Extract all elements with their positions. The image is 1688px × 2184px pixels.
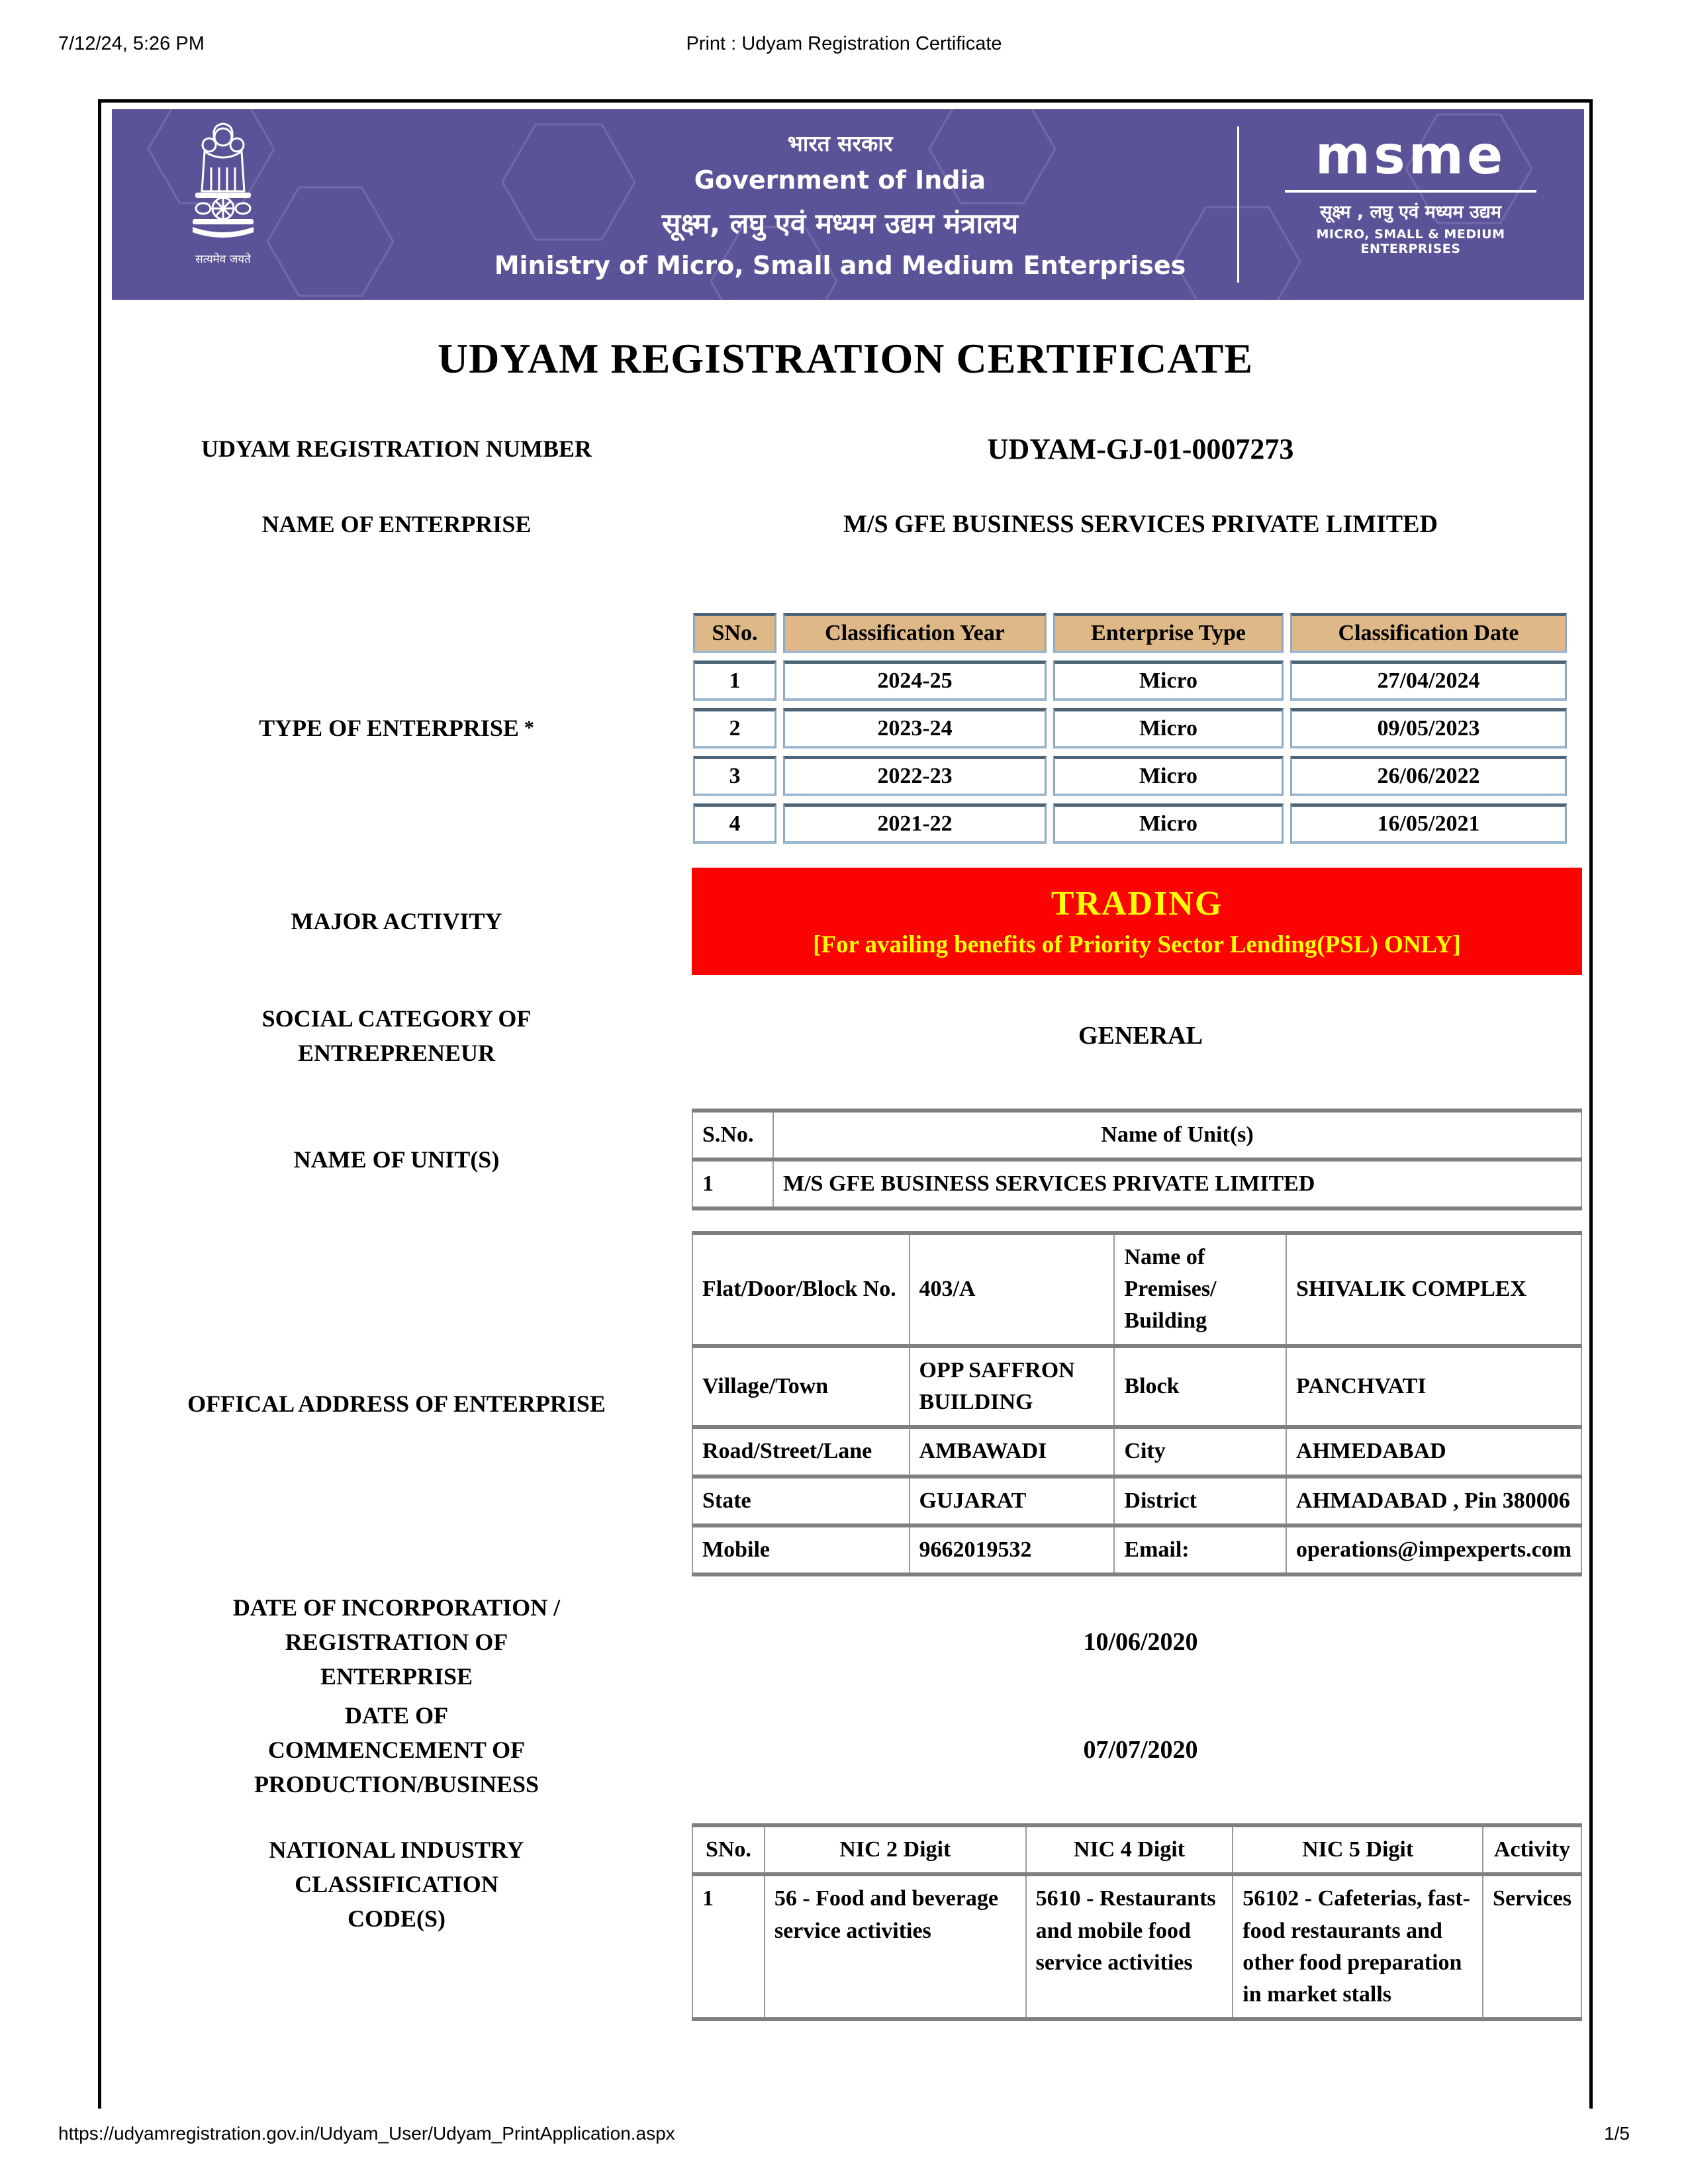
classification-header-row [693, 613, 1567, 653]
address-value: AHMADABAD , Pin 380006 [1286, 1477, 1581, 1525]
government-english-title: Government of India [694, 165, 986, 195]
table-cell: 2 [693, 708, 776, 749]
column-header-sno: SNo. [692, 1825, 765, 1874]
msme-logo [1265, 124, 1556, 256]
column-header-year: Classification Year [783, 613, 1047, 653]
units-data-row [692, 1160, 1581, 1208]
table-cell: 1 [693, 660, 776, 701]
certificate-box [98, 99, 1593, 2109]
table-cell: 56102 - Cafeterias, fast-food restaurants and other food preparation in market stalls [1233, 1874, 1483, 2019]
column-header-nic5: NIC 5 Digit [1233, 1825, 1483, 1874]
msme-logo-rule [1285, 190, 1536, 193]
address-value: SHIVALIK COMPLEX [1286, 1233, 1581, 1346]
incorporation-date-row [101, 1594, 1589, 1690]
table-cell: 2023-24 [783, 708, 1047, 749]
commencement-date-label [101, 1698, 692, 1802]
commencement-date-value: 07/07/2020 [1083, 1736, 1198, 1764]
nic-header-row [692, 1825, 1581, 1874]
classification-row [693, 660, 1567, 701]
table-cell: 2024-25 [783, 660, 1047, 701]
table-cell: 2021-22 [783, 803, 1047, 844]
address-key: Village/Town [692, 1346, 910, 1428]
social-category-row [101, 1000, 1589, 1071]
type-of-enterprise-label [101, 711, 692, 745]
table-cell: 3 [693, 756, 776, 796]
address-value: OPP SAFFRON BUILDING [910, 1346, 1115, 1428]
address-key: City [1114, 1427, 1286, 1476]
column-header-nic4: NIC 4 Digit [1026, 1825, 1233, 1874]
major-activity-banner [692, 868, 1582, 976]
address-value: AHMEDABAD [1286, 1427, 1581, 1476]
print-datetime: 7/12/24, 5:26 PM [58, 33, 205, 54]
column-header-activity: Activity [1483, 1825, 1581, 1874]
msme-english-tagline: MICRO, SMALL & MEDIUM ENTERPRISES [1316, 227, 1505, 256]
address-value: 403/A [910, 1233, 1115, 1346]
column-header-sno: SNo. [693, 613, 776, 653]
social-category-value: GENERAL [1078, 1022, 1203, 1050]
registration-number-row [101, 420, 1589, 477]
table-cell: 26/06/2022 [1290, 756, 1567, 796]
address-row [692, 1233, 1581, 1346]
incorporation-date-label [101, 1590, 692, 1694]
column-header-type: Enterprise Type [1053, 613, 1284, 653]
official-address-row [101, 1241, 1589, 1567]
address-value: 9662019532 [910, 1525, 1115, 1574]
classification-row [693, 708, 1567, 749]
enterprise-name-value: M/S GFE BUSINESS SERVICES PRIVATE LIMITED [843, 510, 1438, 538]
classification-row [693, 803, 1567, 844]
footer-page-number: 1/5 [1604, 2123, 1630, 2144]
ministry-hindi-title: सूक्ष्म, लघु एवं मध्यम उद्यम मंत्रालय [661, 207, 1019, 240]
table-cell: Micro [1053, 660, 1284, 701]
table-cell: Micro [1053, 708, 1284, 749]
classification-row [693, 756, 1567, 796]
units-label: NAME OF UNIT(S) [293, 1146, 500, 1173]
address-key: Mobile [692, 1525, 910, 1574]
nic-codes-label-text: NATIONAL INDUSTRY CLASSIFICATION CODE(S) [269, 1837, 524, 1933]
banner-titles [423, 109, 1257, 300]
government-hindi-title: भारत सरकार [787, 130, 893, 156]
major-activity-row [101, 858, 1589, 985]
nic-codes-row [101, 1823, 1589, 2048]
major-activity-label: MAJOR ACTIVITY [291, 907, 502, 934]
msme-hindi-tagline: सूक्ष्म , लघु एवं मध्यम उद्यम [1320, 202, 1501, 222]
footer-url: https://udyamregistration.gov.in/Udyam_User/Udyam_PrintApplication.aspx [58, 2123, 675, 2144]
incorporation-date-label-text: DATE OF INCORPORATION / REGISTRATION OF ENTERPRISE [232, 1594, 561, 1690]
table-cell: 1 [692, 1874, 765, 2019]
enterprise-name-label: NAME OF ENTERPRISE [261, 510, 532, 537]
asterisk-marker: * [524, 717, 534, 739]
units-table [692, 1109, 1582, 1211]
address-table [692, 1231, 1582, 1576]
type-of-enterprise-label-text: TYPE OF ENTERPRISE [259, 714, 519, 741]
commencement-date-row [101, 1702, 1589, 1798]
enterprise-name-row [101, 496, 1589, 553]
emblem-icon [186, 120, 260, 250]
column-header-nic2: NIC 2 Digit [765, 1825, 1026, 1874]
table-cell: 56 - Food and beverage service activities [765, 1874, 1026, 2019]
address-value: GUJARAT [910, 1477, 1115, 1525]
address-value: PANCHVATI [1286, 1346, 1581, 1428]
social-category-label-text: SOCIAL CATEGORY OF ENTREPRENEUR [261, 1005, 532, 1066]
column-header-date: Classification Date [1290, 613, 1567, 653]
address-row [692, 1477, 1581, 1525]
psl-note: [For availing benefits of Priority Sector Lending(PSL) ONLY] [813, 931, 1461, 959]
msme-wordmark: msme [1315, 124, 1507, 186]
major-activity-value: TRADING [1051, 884, 1223, 923]
column-header-unit-name: Name of Unit(s) [773, 1111, 1581, 1160]
banner-divider [1237, 126, 1239, 283]
nic-codes-label [101, 1833, 692, 1936]
address-value: AMBAWADI [910, 1427, 1115, 1476]
address-key: Flat/Door/Block No. [692, 1233, 910, 1346]
address-key: State [692, 1477, 910, 1525]
nic-data-row [692, 1874, 1581, 2019]
table-cell: M/S GFE BUSINESS SERVICES PRIVATE LIMITED [773, 1160, 1581, 1208]
emblem-motto: सत्यमेव जयते [195, 253, 251, 266]
address-key: Email: [1114, 1525, 1286, 1574]
table-cell: 27/04/2024 [1290, 660, 1567, 701]
national-emblem [164, 120, 283, 293]
address-row [692, 1427, 1581, 1476]
table-cell: Services [1483, 1874, 1581, 2019]
address-key: Block [1114, 1346, 1286, 1428]
ministry-english-title: Ministry of Micro, Small and Medium Enterprises [494, 251, 1186, 280]
header-banner [112, 109, 1584, 300]
certificate-title: UDYAM REGISTRATION CERTIFICATE [437, 335, 1254, 382]
registration-number-value: UDYAM-GJ-01-0007273 [987, 432, 1294, 465]
nic-table [692, 1823, 1582, 2021]
incorporation-date-value: 10/06/2020 [1083, 1628, 1198, 1656]
registration-number-label: UDYAM REGISTRATION NUMBER [201, 435, 592, 462]
units-header-row [692, 1111, 1581, 1160]
table-cell: 09/05/2023 [1290, 708, 1567, 749]
official-address-label: OFFICAL ADDRESS OF ENTERPRISE [187, 1390, 606, 1417]
social-category-label [101, 1001, 692, 1070]
type-of-enterprise-row [101, 596, 1589, 860]
table-cell: 4 [693, 803, 776, 844]
column-header-sno: S.No. [692, 1111, 773, 1160]
address-row [692, 1525, 1581, 1574]
print-page-title: Print : Udyam Registration Certificate [686, 33, 1002, 54]
address-key: District [1114, 1477, 1286, 1525]
table-cell: Micro [1053, 803, 1284, 844]
table-cell: 1 [692, 1160, 773, 1208]
address-key: Name of Premises/ Building [1114, 1233, 1286, 1346]
table-cell: 16/05/2021 [1290, 803, 1567, 844]
classification-table [686, 606, 1573, 851]
commencement-date-label-text: DATE OF COMMENCEMENT OF PRODUCTION/BUSINESS [254, 1702, 539, 1798]
address-value: operations@impexperts.com [1286, 1525, 1581, 1574]
table-cell: Micro [1053, 756, 1284, 796]
units-row [101, 1107, 1589, 1212]
table-cell: 2022-23 [783, 756, 1047, 796]
address-row [692, 1346, 1581, 1428]
table-cell: 5610 - Restaurants and mobile food service activities [1026, 1874, 1233, 2019]
address-key: Road/Street/Lane [692, 1427, 910, 1476]
